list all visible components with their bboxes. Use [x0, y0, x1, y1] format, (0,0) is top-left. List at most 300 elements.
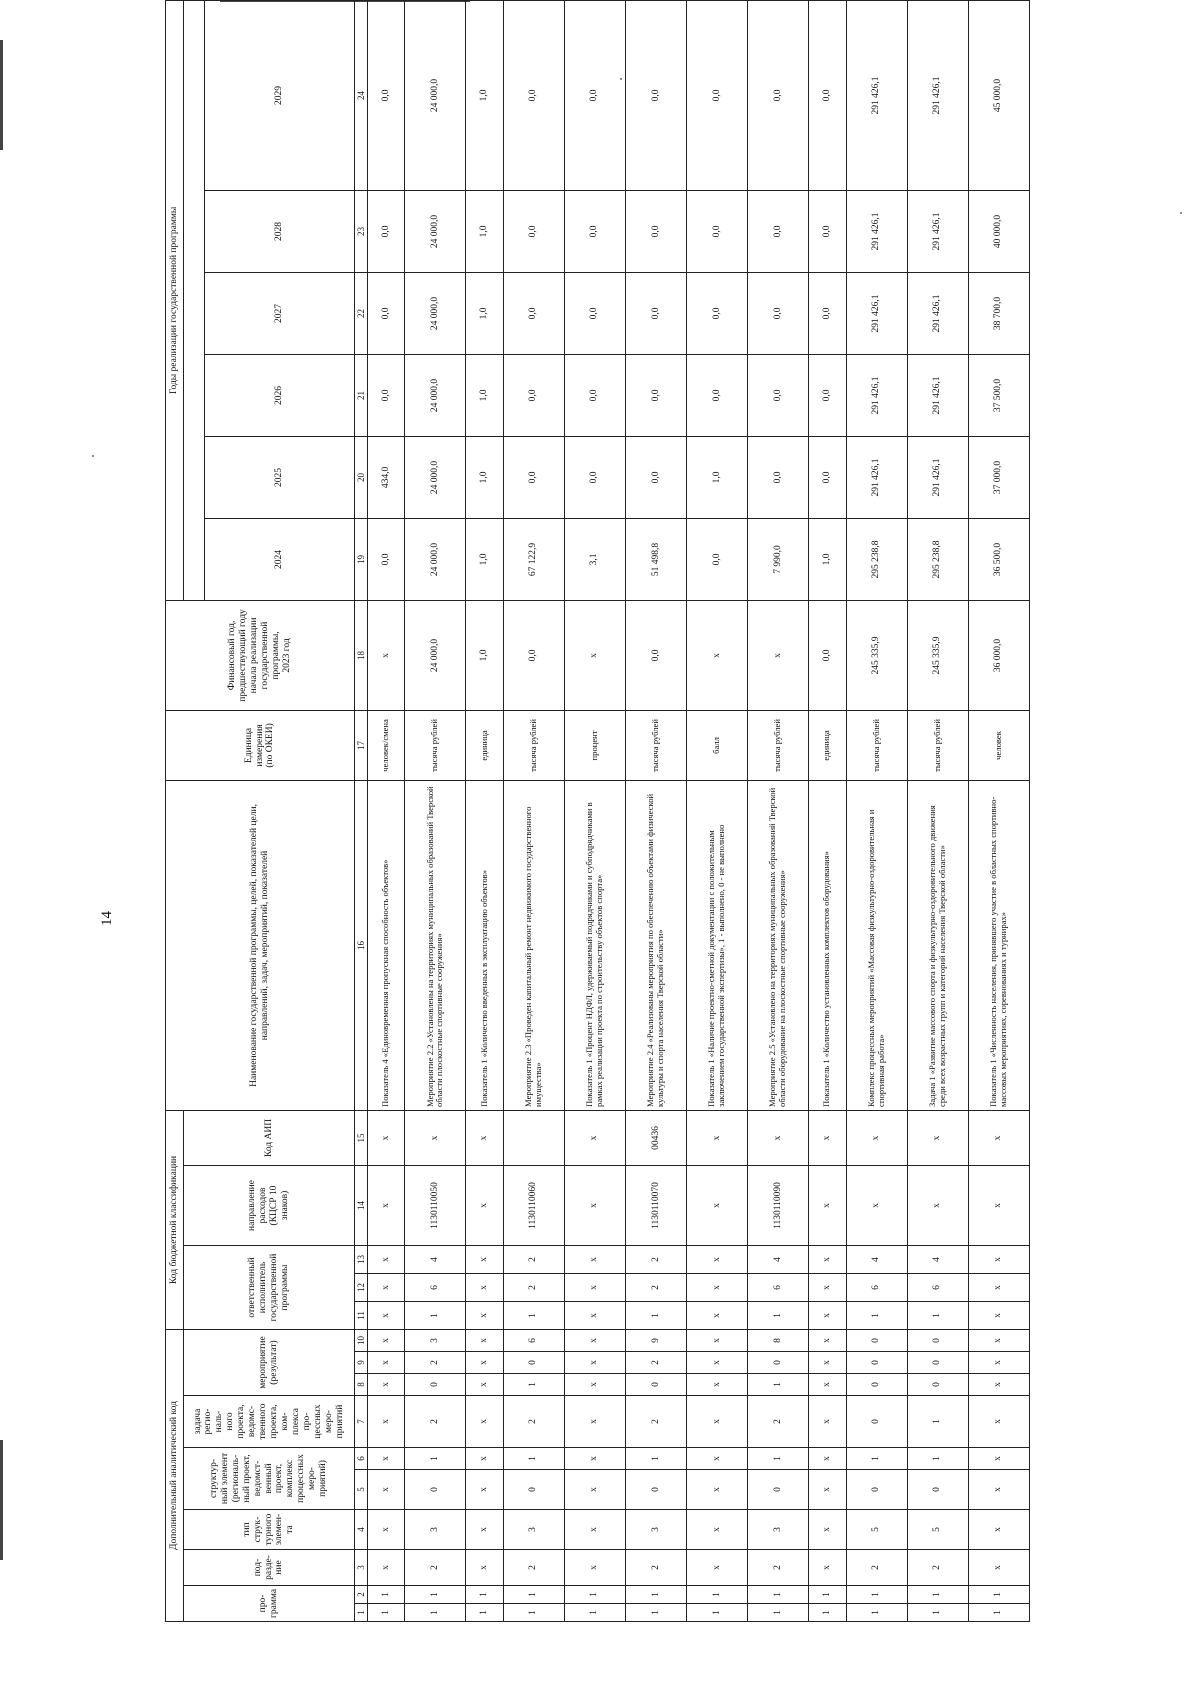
row-year-value-cell: 0,0	[625, 272, 686, 354]
row-code-cell: x	[968, 1510, 1029, 1550]
row-code-cell: x	[968, 1352, 1029, 1374]
row-code-cell: 2	[503, 1274, 564, 1302]
row-year-value-cell: 0,0	[368, 272, 405, 354]
row-code-cell: 6	[405, 1274, 466, 1302]
row-code-cell: 3	[503, 1510, 564, 1550]
row-code-cell: x	[968, 1330, 1029, 1352]
row-code-cell: x	[368, 1274, 405, 1302]
header-program: про- грамма	[184, 1586, 355, 1622]
row-code-cell: 1130110090	[748, 1166, 809, 1246]
row-code-cell: x	[687, 1352, 748, 1374]
column-number: 22	[355, 272, 368, 354]
row-code-cell: x	[687, 1110, 748, 1165]
row-name-cell: Показатель 1 «Процент НДФЛ, удерживаемый подрядчиками и субподрядчиками в рамках реализации проекта по строительству объектов спорта»	[564, 780, 625, 1110]
row-base-year-cell: 0,0	[625, 600, 686, 710]
row-name-cell: Мероприятие 2.3 «Проведен капитальный ремонт недвижимого государственного имущества»	[503, 780, 564, 1110]
row-unit-cell: человек	[968, 710, 1029, 780]
row-base-year-cell: 24 000,0	[405, 600, 466, 710]
row-code-cell: x	[368, 1510, 405, 1550]
row-code-cell: 1	[405, 1604, 466, 1622]
row-code-cell: x	[564, 1246, 625, 1274]
header-event: мероприятие (результат)	[184, 1330, 355, 1396]
header-unit: Единица измерения (по ОКЕИ)	[166, 710, 355, 780]
row-code-cell: 6	[503, 1330, 564, 1352]
row-year-value-cell: 0,0	[564, 190, 625, 272]
row-code-cell: 1	[687, 1604, 748, 1622]
row-code-cell: 1	[503, 1302, 564, 1330]
row-code-cell: 0	[907, 1330, 968, 1352]
row-code-cell: 6	[748, 1274, 809, 1302]
row-code-cell: x	[368, 1330, 405, 1352]
row-year-value-cell: 1,0	[466, 190, 503, 272]
table-row	[748, 0, 809, 1621]
row-code-cell: 1	[503, 1586, 564, 1604]
row-code-cell: 1	[368, 1586, 405, 1604]
row-code-cell: x	[368, 1302, 405, 1330]
row-code-cell: 1	[564, 1586, 625, 1604]
row-year-value-cell: 0,0	[503, 436, 564, 518]
table-row	[466, 0, 503, 1621]
table-row	[907, 0, 968, 1621]
row-base-year-cell: 36 000,0	[968, 600, 1029, 710]
row-year-value-cell: 1,0	[466, 518, 503, 600]
row-year-value-cell: 24 000,0	[405, 190, 466, 272]
row-code-cell: 2	[625, 1396, 686, 1448]
row-year-value-cell: 0,0	[368, 354, 405, 436]
row-code-cell: x	[368, 1550, 405, 1586]
header-struct-element: структур- ный элемент (региональ- ный проект, ведомст- венный проект, комплекс процессных меро- приятий)	[184, 1448, 355, 1510]
row-code-cell: x	[968, 1550, 1029, 1586]
row-code-cell: 1	[907, 1448, 968, 1470]
row-code-cell: 1	[846, 1604, 907, 1622]
row-code-cell: 0	[503, 1470, 564, 1510]
row-year-value-cell: 0,0	[687, 0, 748, 190]
row-code-cell: 1	[907, 1302, 968, 1330]
row-year-value-cell: 0,0	[809, 272, 846, 354]
row-code-cell: 4	[748, 1246, 809, 1274]
row-year-value-cell: 24 000,0	[405, 436, 466, 518]
row-year-value-cell: 40 000,0	[968, 190, 1029, 272]
row-code-cell: 2	[405, 1396, 466, 1448]
row-code-cell: 0	[846, 1374, 907, 1396]
header-year: 2026	[205, 354, 355, 436]
row-code-cell: x	[968, 1470, 1029, 1510]
row-code-cell: 1	[907, 1396, 968, 1448]
row-year-value-cell: 37 000,0	[968, 436, 1029, 518]
column-number: 23	[355, 190, 368, 272]
row-year-value-cell: 67 122,9	[503, 518, 564, 600]
row-name-cell: Комплекс процессных мероприятий «Массовая физкультурно-оздоровительная и спортивная работа»	[846, 780, 907, 1110]
row-unit-cell: тысяча рублей	[503, 710, 564, 780]
row-code-cell: x	[968, 1246, 1029, 1274]
header-budget-code: Код бюджетной классификации	[166, 1110, 184, 1329]
row-code-cell: x	[687, 1166, 748, 1246]
row-code-cell: x	[687, 1396, 748, 1448]
row-code-cell: x	[846, 1110, 907, 1165]
column-number: 15	[355, 1110, 368, 1165]
row-code-cell: x	[564, 1374, 625, 1396]
column-number: 18	[355, 600, 368, 710]
row-year-value-cell: 1,0	[466, 354, 503, 436]
header-additional-code: Дополнительный аналитический код	[166, 1330, 184, 1622]
row-code-cell: 0	[846, 1330, 907, 1352]
row-year-value-cell: 24 000,0	[405, 0, 466, 190]
row-code-cell: x	[809, 1246, 846, 1274]
row-name-cell: Мероприятие 2.2 «Установлены на территориях муниципальных образований Тверской области плоскостные спортивные сооружения»	[405, 780, 466, 1110]
column-number: 5	[355, 1470, 368, 1510]
row-unit-cell: тысяча рублей	[846, 710, 907, 780]
row-code-cell: 2	[503, 1550, 564, 1586]
table-row	[564, 0, 625, 1621]
scan-dot	[1180, 212, 1182, 214]
row-year-value-cell: 0,0	[809, 190, 846, 272]
row-code-cell: 1	[564, 1604, 625, 1622]
row-code-cell: 4	[405, 1246, 466, 1274]
row-year-value-cell: 0,0	[625, 354, 686, 436]
row-code-cell: 2	[907, 1550, 968, 1586]
row-code-cell: x	[809, 1396, 846, 1448]
row-base-year-cell: 1,0	[466, 600, 503, 710]
row-code-cell: x	[564, 1448, 625, 1470]
row-code-cell: 0	[748, 1470, 809, 1510]
row-code-cell: x	[564, 1110, 625, 1165]
row-code-cell: x	[687, 1274, 748, 1302]
row-code-cell: 1	[625, 1586, 686, 1604]
row-code-cell: 1	[466, 1586, 503, 1604]
row-code-cell: x	[466, 1396, 503, 1448]
row-code-cell: x	[809, 1330, 846, 1352]
row-year-value-cell: 0,0	[748, 354, 809, 436]
row-code-cell: 0	[907, 1352, 968, 1374]
row-code-cell: 8	[748, 1330, 809, 1352]
row-code-cell: 3	[748, 1510, 809, 1550]
row-code-cell: 0	[907, 1374, 968, 1396]
row-unit-cell: человек/смена	[368, 710, 405, 780]
table-row	[368, 0, 405, 1621]
row-base-year-cell: 0,0	[503, 600, 564, 710]
row-code-cell: 1	[625, 1604, 686, 1622]
row-year-value-cell: 7 990,0	[748, 518, 809, 600]
header-years-spacer	[184, 0, 205, 600]
row-code-cell: x	[687, 1550, 748, 1586]
row-code-cell: 2	[503, 1396, 564, 1448]
row-code-cell: 1	[405, 1448, 466, 1470]
row-code-cell: 5	[846, 1510, 907, 1550]
row-code-cell: 1	[846, 1448, 907, 1470]
column-number: 9	[355, 1352, 368, 1374]
row-code-cell: 1130110060	[503, 1166, 564, 1246]
row-code-cell: 0	[625, 1470, 686, 1510]
row-code-cell: 3	[625, 1510, 686, 1550]
row-year-value-cell: 291 426,1	[907, 436, 968, 518]
row-unit-cell: единица	[466, 710, 503, 780]
row-year-value-cell: 0,0	[809, 0, 846, 190]
row-year-value-cell: 0,0	[625, 0, 686, 190]
row-code-cell: x	[687, 1374, 748, 1396]
row-year-value-cell: 0,0	[564, 436, 625, 518]
row-year-value-cell: 45 000,0	[968, 0, 1029, 190]
row-year-value-cell: 0,0	[503, 354, 564, 436]
row-year-value-cell: 295 238,8	[846, 518, 907, 600]
row-code-cell: 1	[968, 1604, 1029, 1622]
row-code-cell: 1	[625, 1302, 686, 1330]
row-code-cell: 1	[748, 1586, 809, 1604]
row-year-value-cell: 434,0	[368, 436, 405, 518]
header-struct-type: тип струк- турного элемен- та	[184, 1510, 355, 1550]
column-number: 7	[355, 1396, 368, 1448]
row-code-cell: x	[466, 1274, 503, 1302]
row-code-cell: x	[907, 1110, 968, 1165]
row-year-value-cell: 0,0	[368, 0, 405, 190]
header-responsible: ответственный исполнитель государственной программы	[184, 1246, 355, 1330]
row-code-cell: 1	[809, 1604, 846, 1622]
row-code-cell: 2	[405, 1550, 466, 1586]
row-code-cell: 2	[625, 1352, 686, 1374]
row-code-cell: 4	[846, 1246, 907, 1274]
row-code-cell: x	[968, 1166, 1029, 1246]
row-code-cell: 1	[907, 1586, 968, 1604]
row-code-cell: x	[687, 1448, 748, 1470]
row-code-cell: x	[466, 1352, 503, 1374]
column-number: 21	[355, 354, 368, 436]
row-year-value-cell: 0,0	[503, 190, 564, 272]
row-code-cell: 1	[907, 1604, 968, 1622]
row-base-year-cell: 245 335,9	[907, 600, 968, 710]
row-year-value-cell: 0,0	[564, 0, 625, 190]
row-code-cell: 1	[503, 1448, 564, 1470]
row-code-cell: 3	[405, 1330, 466, 1352]
row-code-cell: 2	[625, 1274, 686, 1302]
row-base-year-cell: x	[687, 600, 748, 710]
row-name-cell: Показатель 1 «Количество введенных в эксплуатацию объектов»	[466, 780, 503, 1110]
scan-dot	[92, 455, 94, 457]
row-name-cell: Показатель 4 «Единовременная пропускная способность объектов»	[368, 780, 405, 1110]
row-base-year-cell: x	[564, 600, 625, 710]
row-code-cell: 2	[625, 1246, 686, 1274]
row-year-value-cell: 291 426,1	[907, 190, 968, 272]
row-code-cell: 1	[968, 1586, 1029, 1604]
scan-edge-mark	[0, 40, 3, 150]
row-year-value-cell: 0,0	[368, 518, 405, 600]
column-number: 10	[355, 1330, 368, 1352]
row-year-value-cell: 3,1	[564, 518, 625, 600]
row-code-cell: 2	[503, 1246, 564, 1274]
row-year-value-cell: 291 426,1	[846, 272, 907, 354]
row-unit-cell: тысяча рублей	[748, 710, 809, 780]
row-year-value-cell: 0,0	[564, 354, 625, 436]
row-code-cell: x	[564, 1550, 625, 1586]
row-code-cell: 0	[846, 1352, 907, 1374]
row-year-value-cell: 1,0	[809, 518, 846, 600]
row-unit-cell: тысяча рублей	[625, 710, 686, 780]
row-code-cell: x	[466, 1510, 503, 1550]
row-code-cell: 6	[907, 1274, 968, 1302]
table-row	[846, 0, 907, 1621]
row-code-cell: x	[809, 1374, 846, 1396]
row-name-cell: Задача 1 «Развитие массового спорта и физкультурно-оздоровительного движения среди всех возрастных групп и категорий населения Тверской области»	[907, 780, 968, 1110]
row-code-cell: x	[809, 1110, 846, 1165]
row-code-cell: x	[466, 1550, 503, 1586]
row-code-cell: x	[564, 1396, 625, 1448]
row-code-cell: 9	[625, 1330, 686, 1352]
row-unit-cell: тысяча рублей	[405, 710, 466, 780]
row-unit-cell: единица	[809, 710, 846, 780]
column-number: 14	[355, 1166, 368, 1246]
header-aip-code: Код АИП	[184, 1110, 355, 1165]
row-code-cell: x	[466, 1374, 503, 1396]
row-name-cell: Показатель 1 «Количество установленных комплектов оборудования»	[809, 780, 846, 1110]
table-row	[405, 0, 466, 1621]
row-year-value-cell: 291 426,1	[846, 436, 907, 518]
row-code-cell: x	[687, 1510, 748, 1550]
row-code-cell: 1	[503, 1374, 564, 1396]
header-name: Наименование государственной программы, целей, показателей цели, направлений, задач, мероприятий, показателей	[166, 780, 355, 1110]
row-code-cell: x	[968, 1274, 1029, 1302]
row-year-value-cell: 291 426,1	[846, 354, 907, 436]
row-year-value-cell: 1,0	[466, 272, 503, 354]
row-year-value-cell: 24 000,0	[405, 354, 466, 436]
table-row	[503, 0, 564, 1621]
row-code-cell: 6	[846, 1274, 907, 1302]
page-number: 14	[99, 911, 115, 926]
row-code-cell: 1	[748, 1448, 809, 1470]
row-base-year-cell: x	[368, 600, 405, 710]
row-code-cell: x	[968, 1302, 1029, 1330]
row-code-cell: x	[368, 1352, 405, 1374]
row-name-cell: Показатель 1 «Численность населения, принявшего участие в областных спортивно-массовых мероприятиях, соревнованиях и турнирах»	[968, 780, 1029, 1110]
row-base-year-cell: 245 335,9	[846, 600, 907, 710]
row-code-cell: 0	[625, 1374, 686, 1396]
rotated-table-container	[165, 76, 1030, 1622]
column-number: 3	[355, 1550, 368, 1586]
column-number: 1	[355, 1604, 368, 1622]
row-code-cell: x	[368, 1374, 405, 1396]
column-number: 16	[355, 780, 368, 1110]
row-code-cell: x	[809, 1550, 846, 1586]
column-number: 24	[355, 0, 368, 190]
row-code-cell: 3	[405, 1510, 466, 1550]
row-year-value-cell: 0,0	[687, 190, 748, 272]
row-code-cell: x	[809, 1302, 846, 1330]
row-code-cell: x	[405, 1110, 466, 1165]
row-code-cell: x	[687, 1302, 748, 1330]
program-table	[165, 0, 1030, 1622]
row-code-cell: 0	[907, 1470, 968, 1510]
row-code-cell: x	[687, 1246, 748, 1274]
row-code-cell: x	[564, 1166, 625, 1246]
row-year-value-cell: 38 700,0	[968, 272, 1029, 354]
table-row	[809, 0, 846, 1621]
row-code-cell: x	[368, 1110, 405, 1165]
row-unit-cell: балл	[687, 710, 748, 780]
row-year-value-cell: 0,0	[368, 190, 405, 272]
row-code-cell: x	[466, 1330, 503, 1352]
row-code-cell: x	[968, 1396, 1029, 1448]
row-code-cell: 1	[405, 1302, 466, 1330]
row-code-cell: 0	[503, 1352, 564, 1374]
row-year-value-cell: 0,0	[564, 272, 625, 354]
row-code-cell: x	[564, 1470, 625, 1510]
row-code-cell: 1	[625, 1448, 686, 1470]
row-code-cell: 2	[846, 1550, 907, 1586]
row-code-cell: x	[368, 1166, 405, 1246]
scan-edge-mark	[0, 1440, 3, 1560]
row-code-cell: x	[809, 1274, 846, 1302]
row-code-cell: 1	[368, 1604, 405, 1622]
row-code-cell: 2	[748, 1550, 809, 1586]
row-code-cell: x	[564, 1330, 625, 1352]
header-task: задача регио- наль- ного проекта, ведомс- твенного проекта, ком- плекса про- цессных меро- приятий	[184, 1396, 355, 1448]
row-code-cell: 1	[503, 1604, 564, 1622]
row-unit-cell: процент	[564, 710, 625, 780]
table-row	[687, 0, 748, 1621]
row-code-cell: 1130110050	[405, 1166, 466, 1246]
row-code-cell: x	[748, 1110, 809, 1165]
row-code-cell: 0	[405, 1470, 466, 1510]
column-number: 13	[355, 1246, 368, 1274]
row-name-cell: Мероприятие 2.4 «Реализованы мероприятия по обеспечению объектами физической культуры и спорта населения Тверской области»	[625, 780, 686, 1110]
row-year-value-cell: 0,0	[503, 0, 564, 190]
row-code-cell: x	[968, 1110, 1029, 1165]
row-code-cell: 2	[405, 1352, 466, 1374]
row-year-value-cell: 0,0	[748, 190, 809, 272]
row-code-cell: 4	[907, 1246, 968, 1274]
row-year-value-cell: 37 500,0	[968, 354, 1029, 436]
column-number: 8	[355, 1374, 368, 1396]
row-year-value-cell: 291 426,1	[846, 190, 907, 272]
row-year-value-cell: 291 426,1	[907, 354, 968, 436]
row-code-cell: x	[466, 1302, 503, 1330]
row-code-cell: x	[968, 1374, 1029, 1396]
column-number: 17	[355, 710, 368, 780]
row-code-cell: x	[809, 1166, 846, 1246]
header-year: 2027	[205, 272, 355, 354]
row-year-value-cell: 0,0	[503, 272, 564, 354]
row-year-value-cell: 24 000,0	[405, 272, 466, 354]
table-row	[968, 0, 1029, 1621]
table-body	[355, 0, 1030, 1621]
row-year-value-cell: 36 500,0	[968, 518, 1029, 600]
row-year-value-cell: 0,0	[687, 272, 748, 354]
row-code-cell: x	[466, 1448, 503, 1470]
row-code-cell: x	[466, 1110, 503, 1165]
header-base-year: Финансовый год, предшествующий году начала реализации государственной программы, 2023 год	[166, 600, 355, 710]
header-year: 2024	[205, 518, 355, 600]
row-code-cell: x	[687, 1470, 748, 1510]
row-year-value-cell: 0,0	[809, 436, 846, 518]
row-code-cell: x	[368, 1448, 405, 1470]
row-code-cell: x	[907, 1166, 968, 1246]
row-year-value-cell: 0,0	[748, 0, 809, 190]
column-number: 19	[355, 518, 368, 600]
row-code-cell: 1	[846, 1302, 907, 1330]
row-year-value-cell: 51 498,8	[625, 518, 686, 600]
row-code-cell: x	[564, 1352, 625, 1374]
header-years: Годы реализации государственной программы	[166, 0, 184, 600]
column-number: 20	[355, 436, 368, 518]
row-code-cell: 1	[748, 1604, 809, 1622]
column-number: 12	[355, 1274, 368, 1302]
column-number-row	[355, 0, 368, 1621]
header-year: 2029	[205, 0, 355, 190]
header-subprogram: под- разде- ние	[184, 1550, 355, 1586]
column-number: 2	[355, 1586, 368, 1604]
row-code-cell: x	[368, 1470, 405, 1510]
row-year-value-cell: 0,0	[625, 190, 686, 272]
row-year-value-cell: 291 426,1	[907, 272, 968, 354]
row-year-value-cell: 24 000,0	[405, 518, 466, 600]
row-year-value-cell: 291 426,1	[907, 0, 968, 190]
